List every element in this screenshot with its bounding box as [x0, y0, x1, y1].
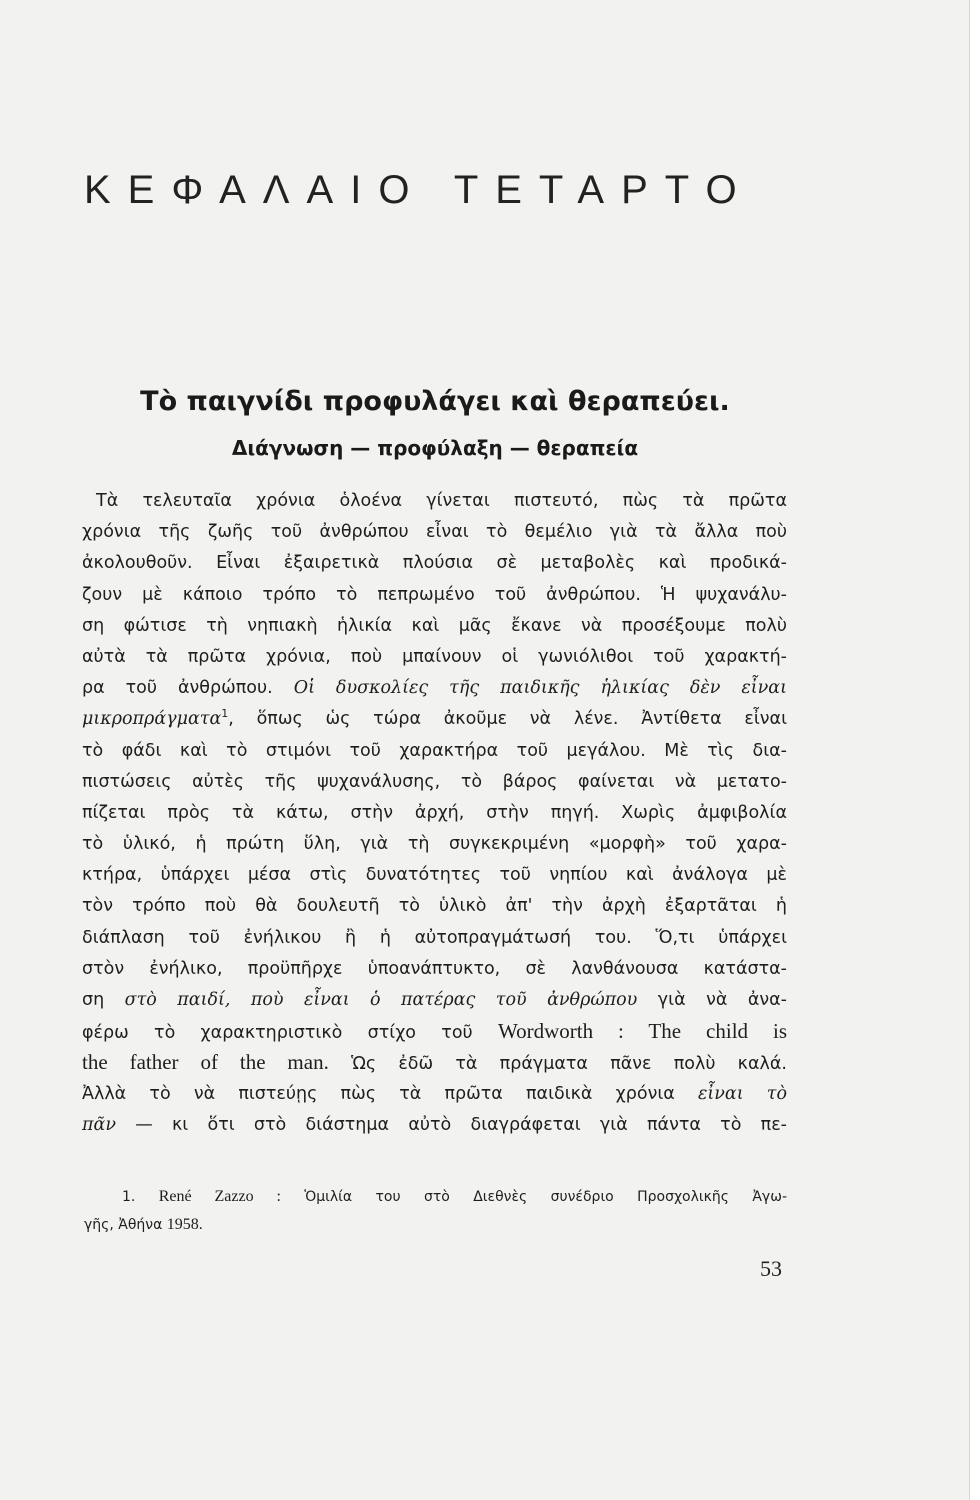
- text-line: αὐτὰ τὰ πρῶτα χρόνια, ποὺ μπαίνουν οἱ γωνιόλιθοι τοῦ χαρακτή-: [82, 646, 787, 667]
- text-line: ζουν μὲ κάποιο τρόπο τὸ πεπρωμένο τοῦ ἀνθρώπου. Ἡ ψυχανάλυ-: [82, 584, 787, 605]
- footnote-line: [84, 1183, 787, 1211]
- text-line: Τὰ τελευταῖα χρόνια ὁλοένα γίνεται πιστευτό, πὼς τὰ πρῶτα: [96, 491, 787, 511]
- footnote: [84, 1183, 787, 1239]
- text-line: ἀκολουθοῦν. Εἶναι ἐξαιρετικὰ πλούσια σὲ μεταβολὲς καὶ προδικά-: [82, 553, 787, 574]
- italic-text: στὸ παιδί, ποὺ εἶναι ὁ πατέρας τοῦ ἀνθρώπου: [124, 990, 638, 1010]
- text-line: τὸ ὑλικό, ἡ πρώτη ὕλη, γιὰ τὴ συγκεκριμένη «μορφὴ» τοῦ χαρα-: [82, 834, 787, 855]
- footnote-author: René Zazzo :: [158, 1188, 281, 1205]
- text-line: [82, 1047, 787, 1078]
- italic-text: πᾶν: [82, 1114, 116, 1135]
- latin-text: the father of the man.: [82, 1050, 329, 1075]
- text-line: [82, 985, 787, 1016]
- section-title: Τὸ παιγνίδι προφυλάγει καὶ θεραπεύει.: [140, 386, 730, 417]
- text-line: κτήρα, ὑπάρχει μέσα στὶς δυνατότητες τοῦ νηπίου καὶ ἀνάλογα μὲ: [82, 865, 787, 886]
- text-line: πίζεται πρὸς τὰ κάτω, στὴν ἀρχή, στὴν πηγή. Χωρὶς ἀμφιβολία: [82, 802, 787, 823]
- text-line: διάπλαση τοῦ ἐνήλικου ἢ ἡ αὐτοπραγμάτωσή του. Ὅ,τι ὑπάρχει: [82, 927, 787, 948]
- text-line: στὸν ἐνήλικο, προϋπῆρχε ὑποανάπτυκτο, σὲ λανθάνουσα κατάστα-: [82, 958, 787, 979]
- footnote-year: 1958.: [166, 1216, 203, 1233]
- text-line: τὸν τρόπο ποὺ θὰ δουλευτῆ τὸ ὑλικὸ ἀπ' τὴν ἀρχὴ ἐξαρτᾶται ἡ: [82, 896, 787, 917]
- text-line: τὸ φάδι καὶ τὸ στιμόνι τοῦ χαρακτήρα τοῦ μεγάλου. Μὲ τὶς δια-: [82, 740, 787, 761]
- footnote-marker: 1: [221, 707, 229, 721]
- text-span: ρα τοῦ ἀνθρώπου.: [82, 678, 273, 699]
- text-line: πιστώσεις αὐτὲς τῆς ψυχανάλυσης, τὸ βάρος φαίνεται νὰ μετατο-: [82, 771, 787, 792]
- italic-text: Οἱ δυσκολίες τῆς παιδικῆς ἡλικίας δὲν εἶναι: [293, 678, 787, 699]
- footnote-text: Ὁμιλία του στὸ Διεθνὲς συνέδριο Προσχολικῆς Ἀγω-: [304, 1189, 787, 1205]
- text-span: ση: [82, 990, 105, 1010]
- text-span: φέρω τὸ χαρακτηριστικὸ στίχο τοῦ: [82, 1023, 473, 1044]
- chapter-heading: ΚΕΦΑΛΑΙΟ ΤΕΤΑΡΤΟ: [84, 168, 754, 212]
- text-line: χρόνια τῆς ζωῆς τοῦ ἀνθρώπου εἶναι τὸ θεμέλιο γιὰ τὰ ἄλλα ποὺ: [82, 522, 787, 543]
- text-span: Ἀλλὰ τὸ νὰ πιστεύῃς πὼς τὰ πρῶτα παιδικὰ χρόνια: [82, 1083, 675, 1104]
- text-line: [82, 673, 787, 704]
- text-line: [82, 1079, 787, 1110]
- text-span: Ὡς ἐδῶ τὰ πράγματα πᾶνε πολὺ καλά.: [351, 1054, 787, 1075]
- text-line: ση φώτισε τὴ νηπιακὴ ἡλικία καὶ μᾶς ἔκανε νὰ προσέξουμε πολὺ: [82, 615, 787, 636]
- section-subtitle: Διάγνωση — προφύλαξη — θεραπεία: [231, 436, 639, 460]
- italic-text: εἶναι τὸ: [698, 1083, 787, 1104]
- text-span: , ὅπως ὡς τώρα ἀκοῦμε νὰ λένε. Ἀντίθετα εἶναι: [228, 709, 787, 730]
- footnote-line: [84, 1211, 787, 1239]
- text-line: [82, 1110, 787, 1141]
- page-edge: [969, 0, 980, 1500]
- text-span: γιὰ νὰ ἀνα-: [657, 990, 787, 1010]
- body-text: [82, 486, 787, 1141]
- text-span: — κι ὅτι στὸ διάστημα αὐτὸ διαγράφεται γιὰ πάντα τὸ πε-: [135, 1114, 787, 1135]
- latin-text: Wordworth : The child is: [497, 1019, 787, 1044]
- text-line: [82, 1016, 787, 1047]
- footnote-number: 1.: [122, 1189, 136, 1205]
- page-number: 53: [760, 1256, 782, 1281]
- text-line: [82, 704, 787, 735]
- footnote-text: γῆς, Ἀθήνα: [84, 1217, 163, 1233]
- italic-text: μικροπράγματα: [82, 709, 222, 730]
